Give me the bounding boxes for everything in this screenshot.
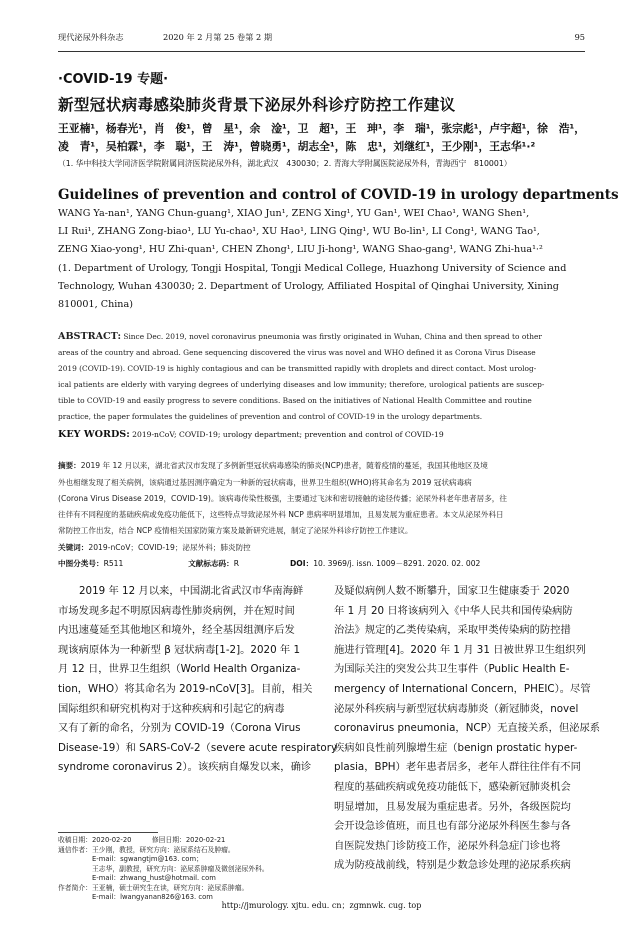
english-abstract-line-1	[58, 331, 585, 342]
footnote-corresponding: 通信作者：王少刚，教授，研究方向：泌尿系结石及肿瘤。	[58, 845, 235, 854]
issue-info: 2020 年 2 月第 25 卷第 2 期	[163, 32, 273, 42]
body-right-line: 为国际关注的突发公共卫生事件（Public Health E-	[334, 663, 570, 676]
section-tag: ·COVID-19 专题·	[58, 72, 169, 87]
english-abstract-line-3: 2019 (COVID-19). COVID-19 is highly contagious and can be transmitted rapidly with droplets and direct contact. Most urolog-	[58, 364, 537, 373]
body-right-line: coronavirus pneumonia，NCP）无直接关系，但泌尿系	[334, 722, 601, 735]
body-column-right	[334, 582, 601, 876]
body-right-line: 明显增加，且易发展为重症患者。另外，各级医院均	[334, 800, 571, 813]
chinese-authors-line-2: 凌 青¹，吴柏霖¹，李 聪¹，王 涛¹，曾晓勇¹，胡志全¹，陈 忠¹，刘继红¹，王少刚¹，王志华¹·²	[58, 140, 536, 153]
body-right-line: 会开设急诊值班，而且也有部分泌尿外科医生参与各	[334, 820, 571, 833]
doc-code: R	[233, 559, 240, 568]
footnote-email-1: E-mail：sgwangtjm@163. com；	[58, 855, 203, 863]
body-left-line: syndrome coronavirus 2）。该疾病自爆发以来，确诊	[58, 761, 312, 774]
body-left-line: 2019 年 12 月以来，中国湖北省武汉市华南海鲜	[79, 585, 304, 597]
english-affiliation-line-1: (1. Department of Urology, Tongji Hospital, Tongji Medical College, Huazhong University of Science and	[58, 263, 567, 274]
chinese-abstract-line-4: 往伴有不同程度的基础疾病或免疫功能低下，这些特点导致泌尿外科 NCP 患病率明显增加，且易发展为重症患者。本文从泌尿外科日	[58, 510, 504, 519]
english-authors-line-3: ZENG Xiao-yong¹, HU Zhi-quan¹, CHEN Zhong¹, LIU Ji-hong¹, WANG Shao-gang¹, WANG Zhi-hua¹·²	[58, 244, 543, 255]
doc-code-label: 文献标志码：	[188, 559, 234, 568]
body-right-line: 治法》规定的乙类传染病，采取甲类传染病的防控措	[334, 624, 571, 637]
footnote-rule	[58, 832, 158, 833]
body-right-line: 年 1 月 20 日将该病列入《中华人民共和国传染病防	[334, 604, 573, 617]
doi-value: 10. 3969/j. issn. 1009－8291. 2020. 02. 002	[313, 559, 481, 568]
footnote-received: 收稿日期：2020-02-20 修回日期：2020-02-21	[58, 836, 226, 844]
chinese-keywords-text: 2019-nCoV；COVID-19；泌尿外科；肺炎防控	[88, 543, 251, 552]
chinese-abstract-label: 摘要：	[58, 461, 81, 470]
body-left-line: 市场发现多起不明原因病毒性肺炎病例，并在短时间	[58, 604, 295, 617]
english-authors-line-2: LI Rui¹, ZHANG Zong-biao¹, LU Yu-chao¹, XU Hao¹, LING Qing¹, WU Bo-lin¹, LI Cong¹, WANG Tao¹,	[58, 226, 540, 237]
chinese-abstract-line-5: 常防控工作出发，结合 NCP 疫情相关国家防策方案及最新研究进展，制定了泌尿外科诊疗防控工作建议。	[58, 526, 413, 535]
clc-number: R511	[103, 559, 124, 568]
footnote-author-bio: 作者简介：王亚楠，硕士研究生在读，研究方向：泌尿系肿瘤。	[58, 883, 249, 892]
chinese-abstract-text: 2019 年 12 月以来，湖北省武汉市发现了多例新型冠状病毒感染的肺炎(NCP)患者，随着疫情的蔓延，我国其他地区及境	[80, 461, 488, 470]
body-right-line: mergency of International Concern，PHEIC）。尽管	[334, 682, 591, 695]
keywords-text: 2019-nCoV; COVID-19; urology department; prevention and control of COVID-19	[132, 430, 444, 439]
english-affiliation-line-2: Technology, Wuhan 430030; 2. Department of Urology, Affiliated Hospital of Qinghai University, Xining	[58, 281, 559, 292]
english-affiliation-line-3: 810001, China)	[58, 299, 133, 310]
chinese-abstract-line-3: (Corona Virus Disease 2019，COVID-19)。该病毒传染性极强，主要通过飞沫和密切接触的途径传播；泌尿外科老年患者居多，往	[58, 494, 507, 503]
chinese-authors-line-1: 王亚楠¹，杨春光¹，肖 俊¹，曾 星¹，余 淦¹，卫 超¹，王 珅¹，李 瑞¹，张宗彪¹，卢宇超¹，徐 浩¹，	[58, 122, 586, 135]
body-right-line: 泌尿外科疾病与新型冠状病毒肺炎（新冠肺炎，novel	[334, 702, 579, 715]
running-header	[58, 32, 585, 46]
classification-line	[58, 558, 585, 569]
keywords-label: KEY WORDS:	[58, 429, 130, 440]
body-left-line: 内迅速蔓延至其他地区和境外，经全基因组测序后发	[58, 624, 295, 637]
chinese-affiliation: （1. 华中科技大学同济医学院附属同济医院泌尿外科，湖北武汉 430030；2. 青海大学附属医院泌尿外科，青海西宁 810001）	[58, 159, 512, 168]
body-right-line: 及疑似病例人数不断攀升，国家卫生健康委于 2020	[334, 585, 570, 597]
body-right-line: 疾病如良性前列腺增生症（benign prostatic hyper-	[334, 741, 578, 754]
body-left-line: 月 12 日，世界卫生组织（World Health Organiza-	[58, 663, 301, 676]
footnote-email-2: E-mail：zhwang_hust@hotmail. com	[58, 874, 216, 882]
body-left-line: 又有了新的命名，分别为 COVID-19（Corona Virus	[58, 722, 301, 735]
footnote-corresponding-2: 王志华，副教授，研究方向：泌尿系肿瘤及微创泌尿外科。	[58, 864, 269, 873]
journal-name: 现代泌尿外科杂志	[58, 32, 124, 42]
body-left-line: 现该病原体为一种新型 β 冠状病毒[1-2]。2020 年 1	[58, 643, 301, 656]
english-abstract-text: Since Dec. 2019, novel coronavirus pneumonia was firstly originated in Wuhan, China and then spread to other	[123, 332, 542, 341]
clc-label: 中图分类号：	[58, 559, 104, 568]
english-keywords	[58, 429, 603, 440]
abstract-label: ABSTRACT:	[58, 331, 122, 342]
body-right-line: 自医院发热门诊防疫工作，泌尿外科急症门诊也将	[334, 839, 561, 852]
chinese-abstract-line-2: 外也相继发现了相关病例，该病通过基因测序确定为一种新的冠状病毒，世界卫生组织(WHO)将其命名为 2019 冠状病毒病	[58, 478, 472, 487]
body-column-left	[58, 582, 338, 778]
english-authors-line-1: WANG Ya-nan¹, YANG Chun-guang¹, XIAO Jun¹, ZENG Xing¹, YU Gan¹, WEI Chao¹, WANG Shen¹,	[58, 208, 530, 219]
body-left-line: tion，WHO）将其命名为 2019-nCoV[3]。目前，相关	[58, 682, 313, 695]
body-right-line: 程度的基础疾病或免疫功能低下，感染新冠肺炎机会	[334, 780, 571, 793]
body-right-line: plasia，BPH）老年患者居多，老年人群往往伴有不同	[334, 761, 581, 774]
english-abstract-line-6: practice, the paper formulates the guidelines of prevention and control of COVID-19 in the urology departments.	[58, 412, 483, 421]
body-right-line: 施进行管理[4]。2020 年 1 月 31 日被世界卫生组织列	[334, 643, 586, 656]
english-abstract-line-5: tible to COVID-19 and easily progress to severe conditions. Based on the initiatives of National Health Committee and routine	[58, 396, 532, 405]
body-right-line: 成为防疫战前线，特别是少数急诊处理的泌尿系疾病	[334, 859, 571, 872]
doi-label: DOI：	[290, 559, 314, 568]
page-footer-url[interactable]: http://jmurology. xjtu. edu. cn；zgmnwk. cug. top	[221, 901, 422, 910]
page-number: 95	[574, 32, 585, 42]
footnote-email-3: E-mail：lwangyanan826@163. com	[58, 893, 213, 901]
english-title: Guidelines of prevention and control of COVID-19 in urology departments	[58, 187, 619, 203]
chinese-keywords-label: 关键词：	[58, 543, 89, 552]
english-abstract-line-2: areas of the country and abroad. Gene sequencing discovered the virus was novel and WHO defined it as Corona Virus Disease	[58, 348, 536, 357]
chinese-keywords	[58, 542, 585, 553]
body-left-line: 国际组织和研究机构对于这种疾病和引起它的病毒	[58, 702, 285, 715]
body-left-line: Disease-19）和 SARS-CoV-2（severe acute respiratory	[58, 741, 338, 754]
english-abstract-line-4: ical patients are elderly with varying degrees of underlying diseases and low immunity; therefore, urological patients are suscep-	[58, 380, 545, 389]
header-rule	[58, 51, 585, 52]
chinese-abstract-line-1	[58, 460, 585, 471]
chinese-title: 新型冠状病毒感染肺炎背景下泌尿外科诊疗防控工作建议	[58, 96, 456, 114]
